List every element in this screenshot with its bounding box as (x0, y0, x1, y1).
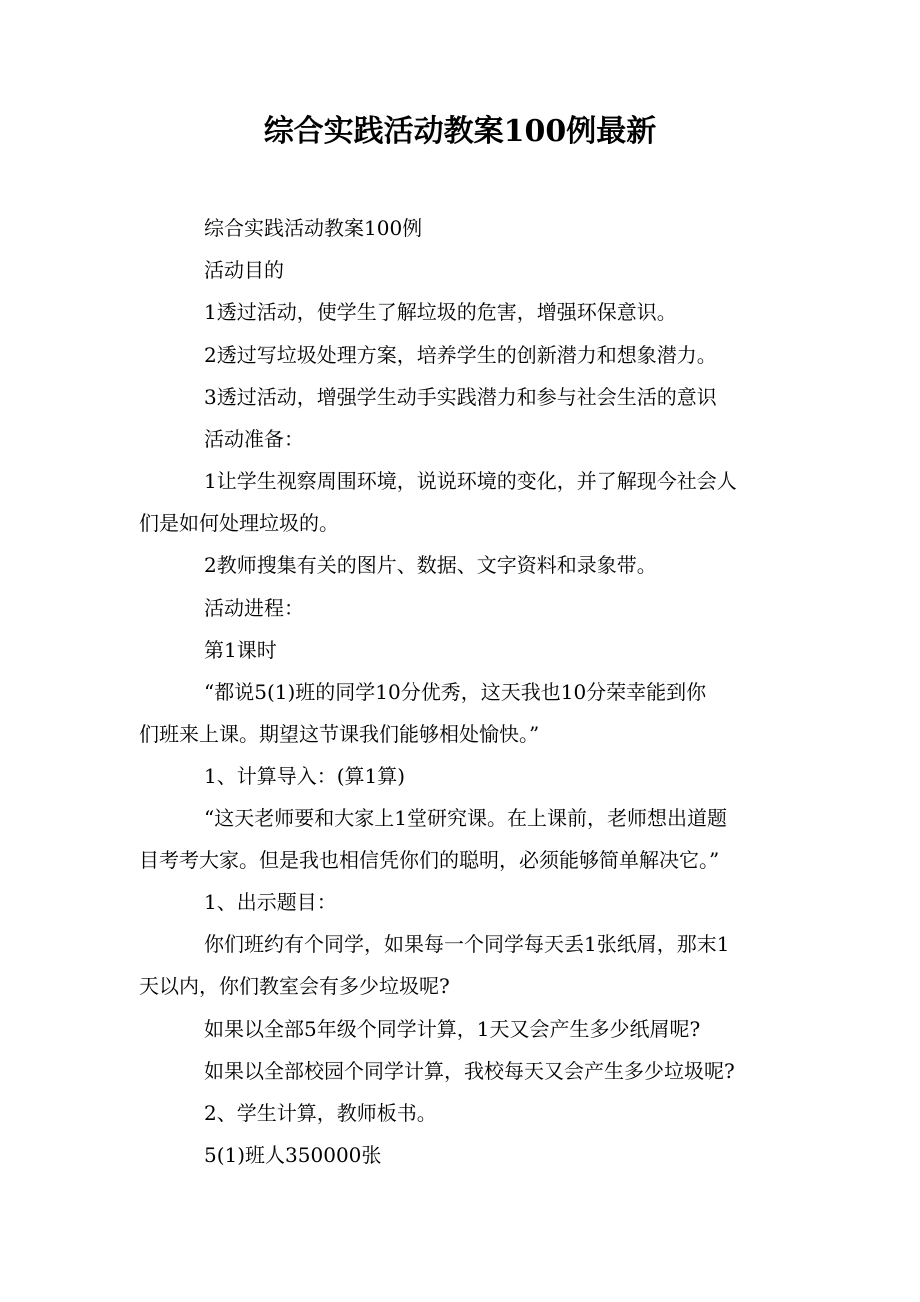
text-line: 5(1)班人350000张 (204, 1143, 382, 1167)
text-line: 你们班约有个同学，如果每一个同学每天丢1张纸屑，那末1 (204, 932, 730, 956)
text-line: 2教师搜集有关的图片、数据、文字资料和录象带。 (204, 553, 657, 577)
document-title: 综合实践活动教案100例最新 (263, 114, 657, 149)
text-line: 第1课时 (204, 638, 277, 662)
text-line: 3透过活动，增强学生动手实践潜力和参与社会生活的意识 (204, 385, 717, 409)
text-line: 活动目的 (204, 258, 284, 282)
text-line: 2、学生计算，教师板书。 (204, 1101, 437, 1125)
text-line: 目考考大家。但是我也相信凭你们的聪明，必须能够简单解决它。” (139, 848, 720, 872)
text-line: 1透过活动，使学生了解垃圾的危害，增强环保意识。 (204, 300, 677, 324)
text-line: 2透过写垃圾处理方案，培养学生的创新潜力和想象潜力。 (204, 343, 717, 367)
text-line: 们班来上课。期望这节课我们能够相处愉快。” (139, 722, 540, 746)
text-line: “都说5(1)班的同学10分优秀，这天我也10分荣幸能到你 (204, 680, 707, 704)
text-line: 如果以全部5年级个同学计算，1天又会产生多少纸屑呢? (204, 1017, 701, 1041)
text-line: 天以内，你们教室会有多少垃圾呢? (139, 974, 450, 998)
text-line: 1让学生视察周围环境，说说环境的变化，并了解现今社会人 (204, 469, 737, 493)
text-line: 活动进程： (204, 596, 304, 620)
text-line: 如果以全部校园个同学计算，我校每天又会产生多少垃圾呢? (204, 1059, 735, 1083)
text-line: 1、出示题目： (204, 890, 337, 914)
text-line: “这天老师要和大家上1堂研究课。在上课前，老师想出道题 (204, 806, 727, 830)
text-line: 1、计算导入：(算1算) (204, 764, 406, 788)
text-line: 综合实践活动教案100例 (204, 216, 423, 240)
text-line: 们是如何处理垃圾的。 (139, 511, 339, 535)
text-line: 活动准备： (204, 427, 304, 451)
